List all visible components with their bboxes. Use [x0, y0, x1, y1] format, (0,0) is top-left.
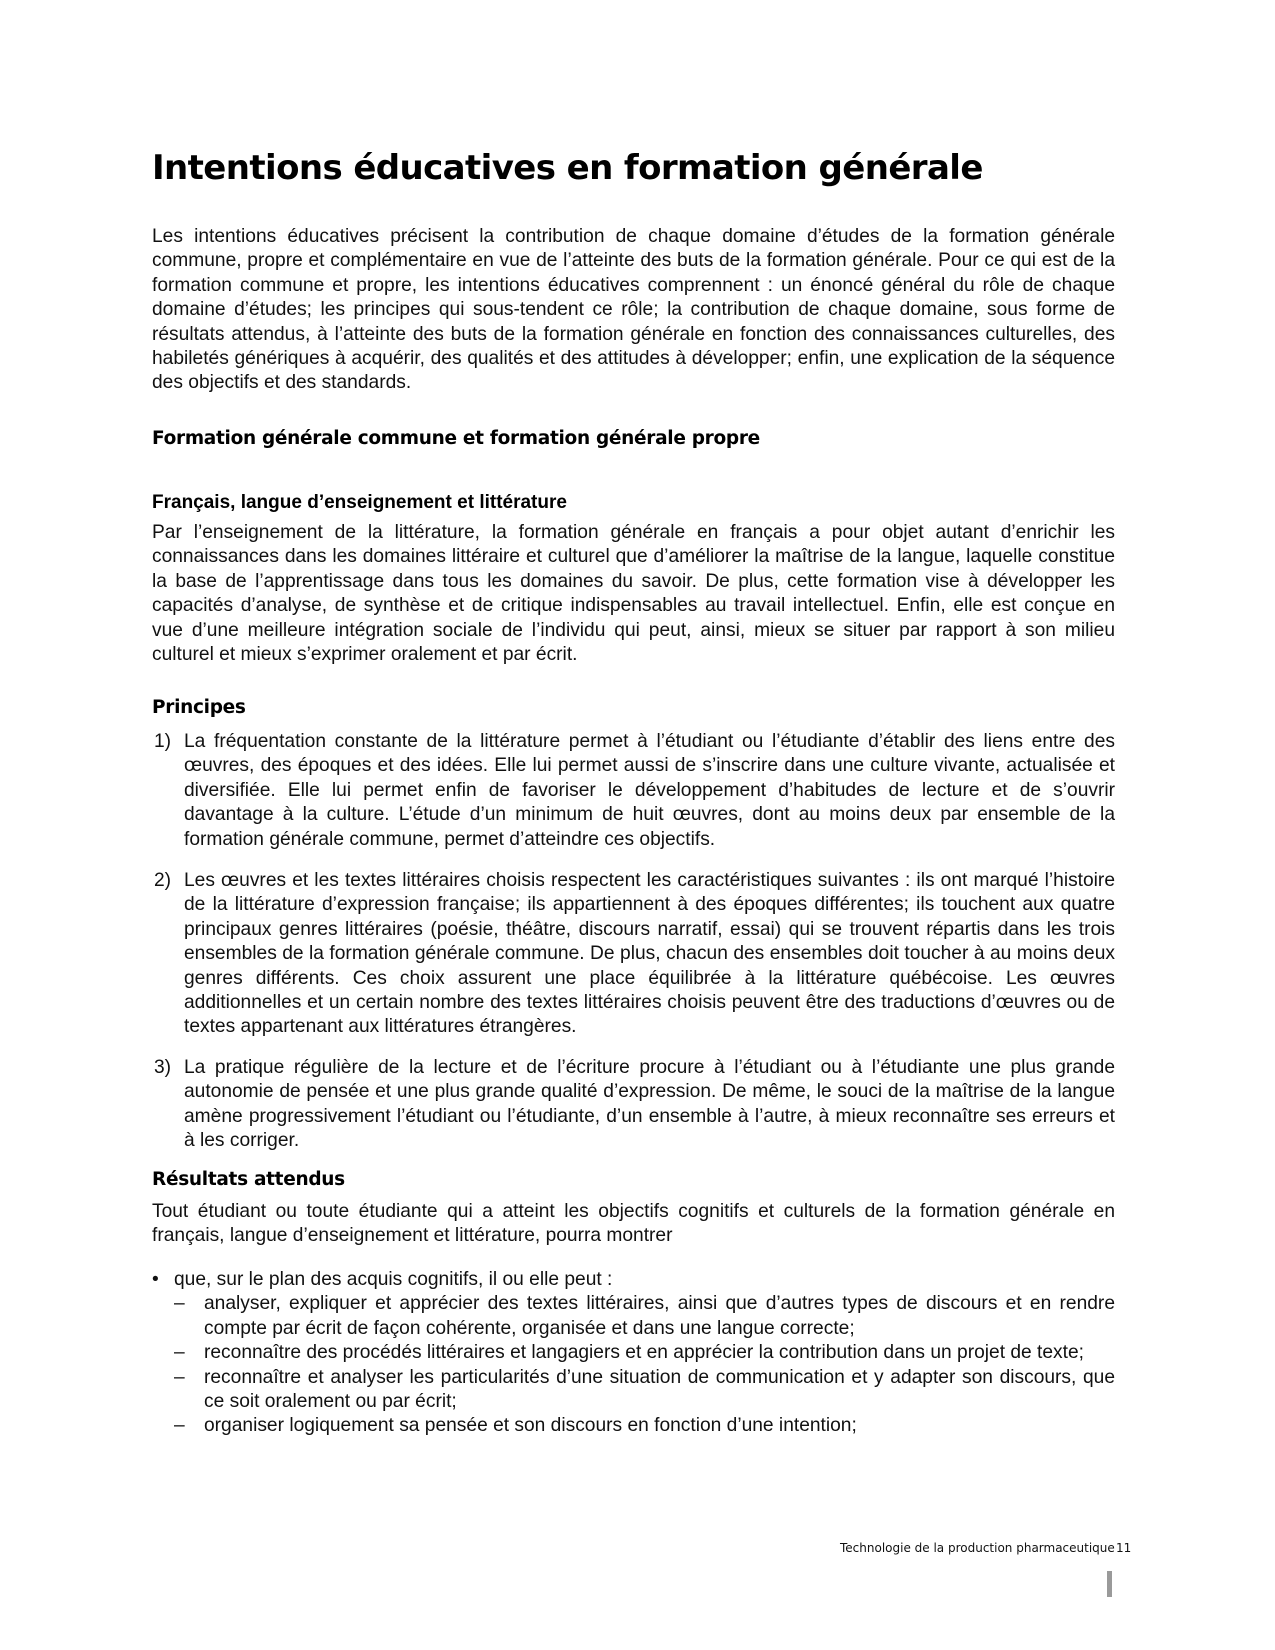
- sub-item-text: reconnaître et analyser les particularités d’une situation de communication et y adapter son discours, que ce soit oralement ou par écrit;: [204, 1366, 1115, 1413]
- dash-icon: –: [174, 1342, 185, 1364]
- principle-item: [152, 869, 1115, 1040]
- sub-item-text: reconnaître des procédés littéraires et langagiers et en apprécier la contribution dans un projet de texte;: [204, 1342, 1084, 1364]
- dash-icon: –: [174, 1415, 185, 1437]
- bullet-text: que, sur le plan des acquis cognitifs, il ou elle peut :: [174, 1269, 613, 1290]
- intro-paragraph: Les intentions éducatives précisent la contribution de chaque domaine d’études de la formation générale commune, propre et complémentaire en vue de l’atteinte des buts de la formation générale. Pour ce qui est de la formation commune et propre, les intentions éducatives comprennent : un énoncé général du rôle de chaque domaine d’études; les principes qui sous-tendent ce rôle; la contribution de chaque domaine, sous forme de résultats attendus, à l’atteinte des buts de la formation générale en fonction des connaissances culturelles, des habiletés génériques à acquérir, des qualités et des attitudes à développer; enfin, une explication de la séquence des objectifs et des standards.: [152, 226, 1115, 394]
- results-heading: Résultats attendus: [152, 1169, 345, 1190]
- principle-text: La pratique régulière de la lecture et de l’écriture procure à l’étudiant ou à l’étudiante une plus grande autonomie de pensée et une plus grande qualité d’expression. De même, le souci de la maîtrise de la langue amène progressivement l’étudiant ou l’étudiante, d’un ensemble à l’autre, à mieux reconnaître ses erreurs et à les corriger.: [184, 1057, 1115, 1152]
- principle-number: 2): [154, 870, 172, 891]
- sub-item-text: analyser, expliquer et apprécier des textes littéraires, ainsi que d’autres types de discours et en rendre compte par écrit de façon cohérente, organisée et dans une langue correcte;: [204, 1293, 1115, 1339]
- footer-marker-bar: [1107, 1571, 1112, 1597]
- sub-item-text: organiser logiquement sa pensée et son discours en fonction d’une intention;: [204, 1415, 857, 1437]
- subsection-paragraph: Par l’enseignement de la littérature, la formation générale en français a pour objet autant d’enrichir les connaissances dans les domaines littéraire et culturel que d’améliorer la maîtrise de la langue, laquelle constitue la base de l’apprentissage dans tous les domaines du savoir. De plus, cette formation vise à développer les capacités d’analyse, de synthèse et de critique indispensables au travail intellectuel. Enfin, elle est conçue en vue d’une meilleure intégration sociale de l’individu qui peut, ainsi, mieux se situer par rapport à son milieu culturel et mieux s’exprimer oralement et par écrit.: [152, 522, 1115, 666]
- principle-item: [152, 730, 1115, 852]
- principle-text: Les œuvres et les textes littéraires choisis respectent les caractéristiques suivantes : ils ont marqué l’histoire de la littérature d’expression française; ils appartiennent à des époques différentes; ils touchent aux quatre principaux genres littéraires (poésie, théâtre, discours narratif, essai) qui se trouvent répartis dans les trois ensembles de la formation générale commune. De plus, chacun des ensembles doit toucher à au moins deux genres différents. Ces choix assurent une place équilibrée à la littérature québécoise. Les œuvres additionnelles et un certain nombre des textes littéraires choisis peuvent être des traductions d’œuvres ou de textes appartenant aux littératures étrangères.: [184, 870, 1115, 1038]
- results-intro: Tout étudiant ou toute étudiante qui a atteint les objectifs cognitifs et culturels de la formation générale en français, langue d’enseignement et littérature, pourra montrer: [152, 1201, 1115, 1247]
- principle-number: 3): [154, 1057, 172, 1078]
- sub-item: [152, 1366, 1115, 1415]
- sub-item: [152, 1414, 1115, 1438]
- dash-icon: –: [174, 1293, 185, 1315]
- footer-program-title: Technologie de la production pharmaceutique: [840, 1541, 1115, 1555]
- sub-item: [152, 1341, 1115, 1365]
- principle-number: 1): [154, 731, 172, 752]
- bullet-icon: •: [152, 1269, 159, 1290]
- dash-icon: –: [174, 1366, 185, 1388]
- principles-heading: Principes: [152, 697, 246, 718]
- principle-text: La fréquentation constante de la littérature permet à l’étudiant ou l’étudiante d’établir des liens entre des œuvres, des époques et des idées. Elle lui permet aussi de s’inscrire dans une culture vivante, actualisée et diversifiée. Elle lui permet enfin de favoriser le développement d’habitudes de lecture et de s’ouvrir davantage à la culture. L’étude d’un minimum de huit œuvres, dont au moins deux par ensemble de la formation générale commune, permet d’atteindre ces objectifs.: [184, 731, 1115, 850]
- section-heading: Formation générale commune et formation générale propre: [152, 428, 760, 449]
- bullet-item: [152, 1268, 1115, 1292]
- results-list: [152, 1268, 1115, 1439]
- principle-item: [152, 1056, 1115, 1154]
- page-number: 11: [1116, 1541, 1132, 1555]
- subsection-heading: Français, langue d’enseignement et littérature: [152, 492, 567, 513]
- sub-item: [152, 1292, 1115, 1341]
- page-title: Intentions éducatives en formation générale: [152, 148, 983, 188]
